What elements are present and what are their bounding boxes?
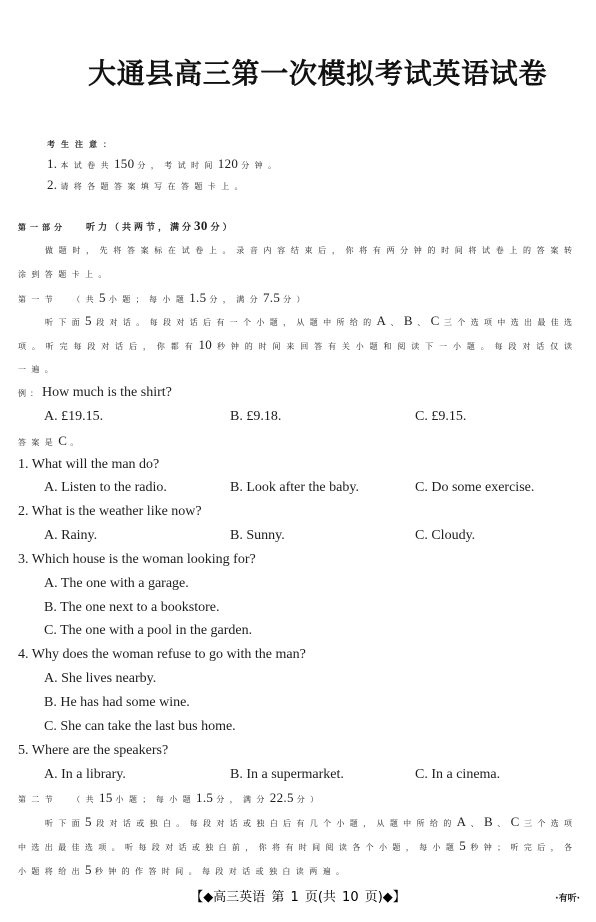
notice-item-text: 2. 请将各题答案填写在答题卡上。 bbox=[47, 176, 248, 192]
latin-run: 5 bbox=[459, 838, 467, 854]
instruction-text: 听下面5 段对话。每段对话后有一个小题，从题中所给的A 、B 、C 三个选项中选出最佳选 bbox=[45, 313, 576, 329]
latin-run: 1. bbox=[47, 155, 58, 171]
option-a: A. In a library. bbox=[44, 766, 126, 782]
latin-run: A bbox=[456, 814, 467, 830]
notice-item-1 bbox=[47, 153, 467, 174]
part1-header bbox=[18, 214, 576, 238]
option-b: B. Sunny. bbox=[230, 528, 285, 544]
instruction-text: 中选出最佳选项。听每段对话或独白前，你将有时间阅读各个小题，每小题5 秒钟；听完后，各 bbox=[18, 838, 576, 854]
latin-run: 120 bbox=[217, 155, 239, 171]
latin-run: 30 bbox=[194, 218, 208, 234]
example-options bbox=[18, 405, 576, 429]
latin-run: B bbox=[483, 814, 493, 830]
section2-header bbox=[18, 786, 576, 810]
latin-run: 2. bbox=[47, 176, 58, 192]
part1-instruction-line bbox=[18, 238, 576, 262]
notice-item-text: 1. 本试卷共150 分，考试时间120 分钟。 bbox=[47, 155, 282, 171]
question-2 bbox=[18, 500, 576, 548]
section2-instruction-line bbox=[18, 810, 576, 834]
latin-run: 5 bbox=[85, 313, 92, 329]
part1-instruction-line bbox=[18, 262, 576, 286]
example-answer-text: 答案是C 。 bbox=[18, 432, 84, 448]
question-stem: 3. Which house is the woman looking for? bbox=[18, 551, 256, 567]
instruction-text: 听下面5 段对话或独白。每段对话或独白后有几个小题，从题中所给的A 、B 、C 三个选项 bbox=[45, 814, 576, 830]
latin-run: C bbox=[510, 814, 520, 830]
latin-run: 150 bbox=[113, 155, 135, 171]
option-a: A. £19.15. bbox=[44, 408, 104, 424]
latin-run: A bbox=[376, 313, 387, 329]
example-question-text: How much is the shirt? bbox=[42, 385, 172, 400]
section1-instruction-line bbox=[18, 309, 576, 333]
option-b: B. Look after the baby. bbox=[230, 480, 359, 496]
question-stem: 4. Why does the woman refuse to go with the man? bbox=[18, 647, 306, 663]
option-b: B. £9.18. bbox=[230, 408, 282, 424]
latin-run: 5 bbox=[99, 289, 106, 305]
option-a: A. She lives nearby. bbox=[44, 671, 157, 687]
option-c: C. £9.15. bbox=[415, 408, 467, 424]
latin-run: B bbox=[403, 313, 413, 329]
question-1 bbox=[18, 453, 576, 501]
example-question bbox=[18, 381, 576, 453]
section2-instruction-line bbox=[18, 834, 576, 858]
question-stem: 1. What will the man do? bbox=[18, 456, 160, 472]
latin-run: C bbox=[430, 313, 440, 329]
option-c: C. In a cinema. bbox=[415, 766, 501, 782]
part-label: 第一部分 bbox=[18, 223, 66, 233]
instruction-text: 小题将给出5 秒钟的作答时间。每段对话或独白读两遍。 bbox=[18, 861, 350, 877]
latin-run: 7.5 bbox=[263, 289, 281, 305]
instruction-text: 涂到答题卡上。 bbox=[18, 269, 112, 279]
option-a: A. Rainy. bbox=[44, 528, 98, 544]
option-c: C. She can take the last bus home. bbox=[44, 718, 236, 734]
latin-run: 5 bbox=[85, 814, 92, 830]
option-a: A. The one with a garage. bbox=[44, 575, 189, 591]
section-info: （共15 小题；每小题1.5 分，满分22.5 分） bbox=[72, 790, 324, 806]
instruction-text: 做题时，先将答案标在试卷上。录音内容结束后，你将有两分钟的时间将试卷上的答案转 bbox=[45, 245, 576, 255]
option-a: A. Listen to the radio. bbox=[44, 480, 167, 496]
notice-item-2 bbox=[47, 174, 467, 195]
latin-run: 22.5 bbox=[269, 790, 294, 806]
part-title: 听力（共两节，满分30 分） bbox=[86, 218, 235, 234]
latin-run: 1.5 bbox=[189, 289, 207, 305]
section2-instruction-line bbox=[18, 858, 576, 882]
instruction-text: 项。听完每段对话后，你都有10 秒钟的时间来回答有关小题和阅读下一小题。每段对话仅读 bbox=[18, 337, 576, 353]
section1-instruction-line bbox=[18, 333, 576, 357]
option-b: B. In a supermarket. bbox=[230, 766, 344, 782]
notice-heading: 考生注意： bbox=[47, 139, 117, 149]
option-c: C. Cloudy. bbox=[415, 528, 476, 544]
section-label: 第一节 bbox=[18, 294, 59, 304]
question-4 bbox=[18, 643, 576, 738]
example-answer bbox=[18, 429, 576, 453]
option-b: B. The one next to a bookstore. bbox=[44, 599, 220, 615]
notice-block bbox=[47, 132, 467, 195]
question-options bbox=[18, 763, 576, 787]
option-b: B. He has had some wine. bbox=[44, 694, 190, 710]
example-label: 例： bbox=[18, 389, 42, 398]
section-label: 第二节 bbox=[18, 795, 59, 805]
exam-content bbox=[18, 214, 576, 882]
question-options bbox=[18, 524, 576, 548]
question-stem: 2. What is the weather like now? bbox=[18, 504, 202, 520]
notice-heading-line bbox=[47, 132, 467, 153]
page-footer: 【◆高三英语 第 1 页(共 10 页)◆】 bbox=[190, 890, 406, 905]
latin-run: 15 bbox=[99, 790, 113, 806]
footer-mark: ·有听· bbox=[555, 894, 580, 904]
example-stem bbox=[18, 381, 576, 405]
instruction-text: 一遍。 bbox=[18, 365, 59, 375]
question-options bbox=[18, 476, 576, 500]
latin-run: 10 bbox=[198, 337, 213, 353]
latin-run: 1.5 bbox=[196, 790, 214, 806]
option-c: C. Do some exercise. bbox=[415, 480, 535, 496]
option-c: C. The one with a pool in the garden. bbox=[44, 623, 253, 639]
latin-run: 5 bbox=[85, 861, 92, 877]
section1-header bbox=[18, 286, 576, 310]
section1-instruction-line bbox=[18, 357, 576, 381]
latin-run: C bbox=[58, 432, 68, 448]
question-stem: 5. Where are the speakers? bbox=[18, 742, 169, 758]
question-3 bbox=[18, 548, 576, 643]
section-info: （共5 小题；每小题1.5 分，满分7.5 分） bbox=[72, 289, 310, 305]
exam-title: 大通县高三第一次模拟考试英语试卷 bbox=[88, 57, 548, 90]
question-5 bbox=[18, 739, 576, 787]
